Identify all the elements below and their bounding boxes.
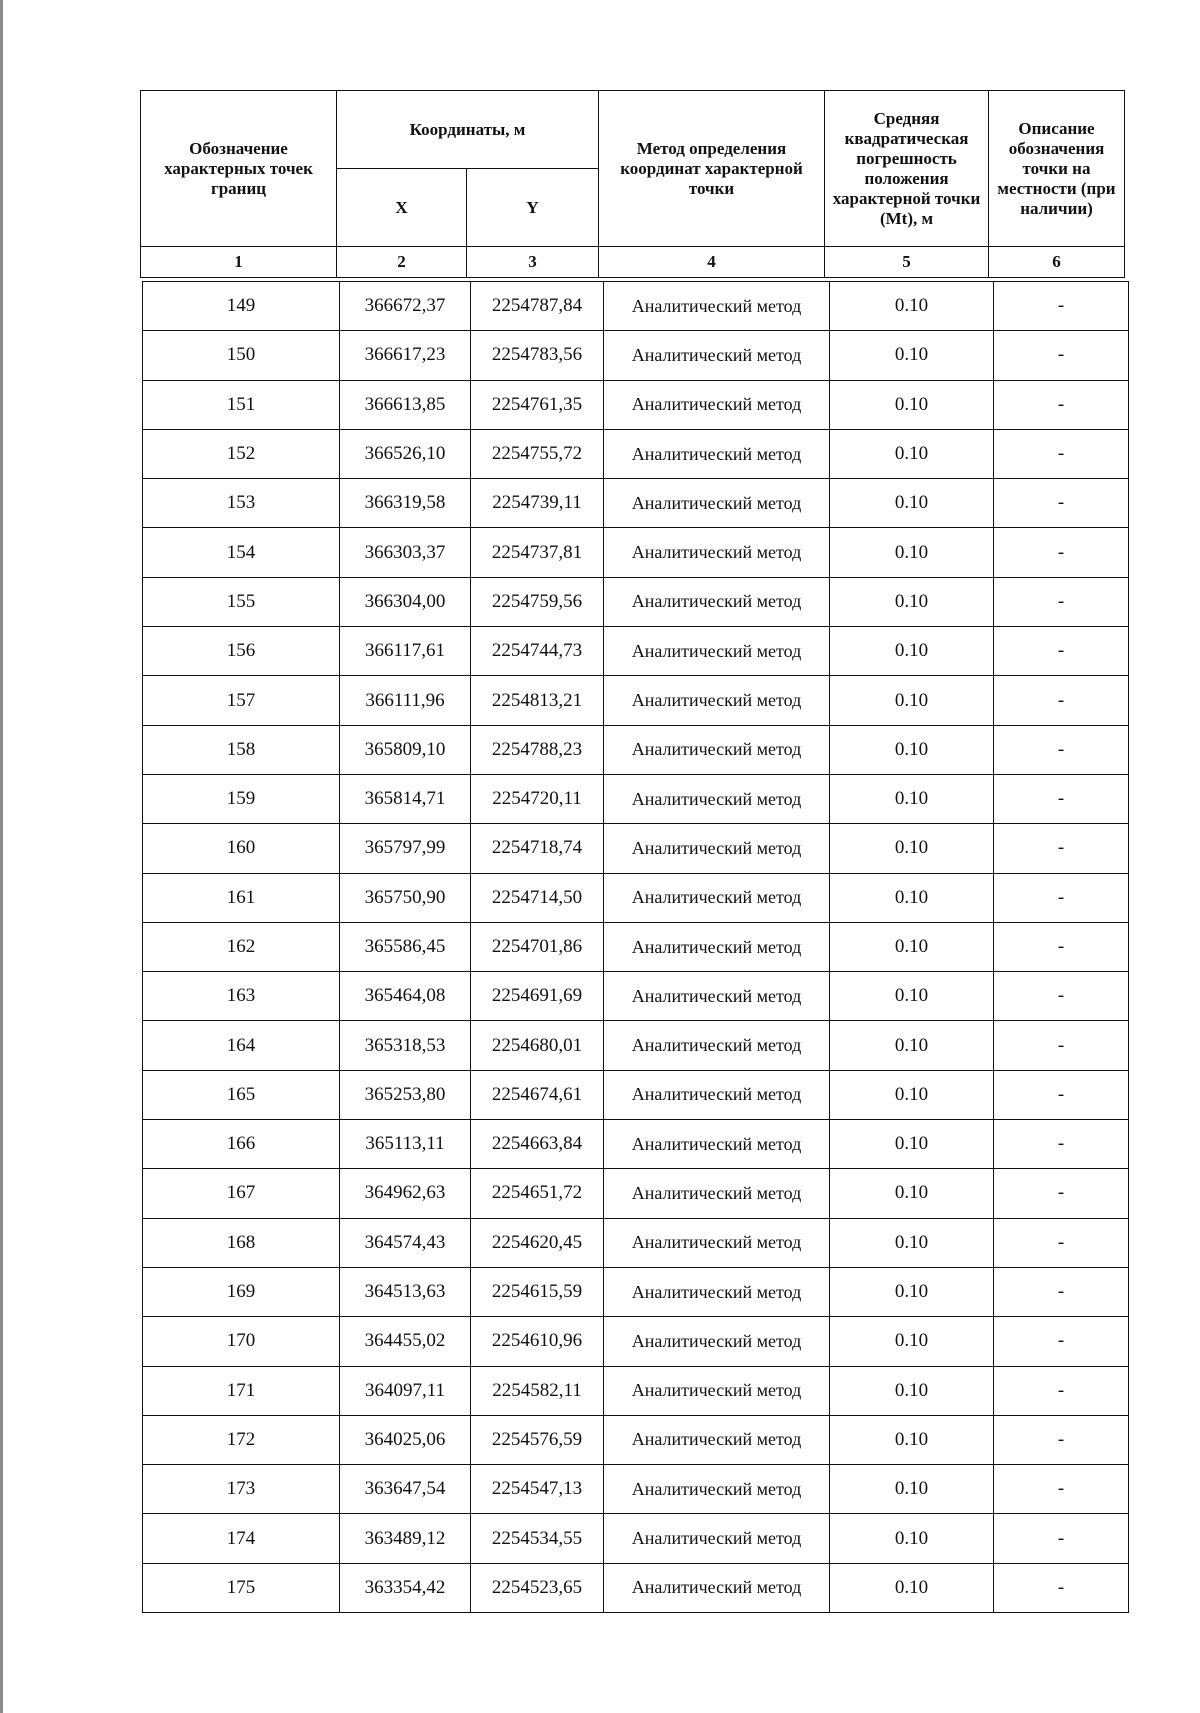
mt-value: 0.10 <box>830 479 994 528</box>
method: Аналитический метод <box>604 479 830 528</box>
description: - <box>994 627 1129 676</box>
coord-y: 2254718,74 <box>471 824 604 873</box>
coord-y: 2254620,45 <box>471 1218 604 1267</box>
table-row <box>143 577 1129 626</box>
description: - <box>994 725 1129 774</box>
point-number: 160 <box>143 824 340 873</box>
table-row <box>143 1169 1129 1218</box>
method: Аналитический метод <box>604 774 830 823</box>
table-header <box>140 90 1125 278</box>
method: Аналитический метод <box>604 873 830 922</box>
coord-x: 366617,23 <box>340 331 471 380</box>
point-number: 165 <box>143 1070 340 1119</box>
mt-value: 0.10 <box>830 1120 994 1169</box>
header-x: X <box>337 169 467 247</box>
point-number: 153 <box>143 479 340 528</box>
method: Аналитический метод <box>604 1218 830 1267</box>
coordinates-table <box>142 281 1129 1613</box>
coord-x: 365814,71 <box>340 774 471 823</box>
point-number: 163 <box>143 972 340 1021</box>
coord-y: 2254534,55 <box>471 1514 604 1563</box>
point-number: 172 <box>143 1415 340 1464</box>
mt-value: 0.10 <box>830 1317 994 1366</box>
point-number: 151 <box>143 380 340 429</box>
coord-y: 2254610,96 <box>471 1317 604 1366</box>
description: - <box>994 1465 1129 1514</box>
coord-y: 2254523,65 <box>471 1563 604 1612</box>
point-number: 162 <box>143 922 340 971</box>
coord-y: 2254739,11 <box>471 479 604 528</box>
table-row <box>143 528 1129 577</box>
point-number: 171 <box>143 1366 340 1415</box>
column-number: 1 <box>141 247 337 278</box>
description: - <box>994 1218 1129 1267</box>
description: - <box>994 824 1129 873</box>
point-number: 155 <box>143 577 340 626</box>
point-number: 167 <box>143 1169 340 1218</box>
coord-x: 366319,58 <box>340 479 471 528</box>
table-row <box>143 1317 1129 1366</box>
mt-value: 0.10 <box>830 1267 994 1316</box>
coord-x: 365318,53 <box>340 1021 471 1070</box>
description: - <box>994 1267 1129 1316</box>
table-row <box>143 824 1129 873</box>
coord-x: 364455,02 <box>340 1317 471 1366</box>
coord-x: 366672,37 <box>340 282 471 331</box>
description: - <box>994 676 1129 725</box>
description: - <box>994 922 1129 971</box>
coord-y: 2254576,59 <box>471 1415 604 1464</box>
table-row <box>143 972 1129 1021</box>
mt-value: 0.10 <box>830 577 994 626</box>
table-row <box>143 1415 1129 1464</box>
header-y: Y <box>467 169 599 247</box>
coord-x: 363489,12 <box>340 1514 471 1563</box>
mt-value: 0.10 <box>830 429 994 478</box>
coord-x: 365809,10 <box>340 725 471 774</box>
mt-value: 0.10 <box>830 528 994 577</box>
method: Аналитический метод <box>604 1514 830 1563</box>
coord-y: 2254615,59 <box>471 1267 604 1316</box>
method: Аналитический метод <box>604 1169 830 1218</box>
header-coordinates: Координаты, м <box>337 91 599 169</box>
mt-value: 0.10 <box>830 1070 994 1119</box>
coord-x: 364574,43 <box>340 1218 471 1267</box>
coord-x: 366303,37 <box>340 528 471 577</box>
description: - <box>994 577 1129 626</box>
point-number: 154 <box>143 528 340 577</box>
coord-x: 366526,10 <box>340 429 471 478</box>
table-row <box>143 922 1129 971</box>
table-row <box>143 1120 1129 1169</box>
table-row <box>143 676 1129 725</box>
column-number: 6 <box>989 247 1125 278</box>
point-number: 169 <box>143 1267 340 1316</box>
table-row <box>143 1465 1129 1514</box>
point-number: 175 <box>143 1563 340 1612</box>
coord-y: 2254651,72 <box>471 1169 604 1218</box>
point-number: 166 <box>143 1120 340 1169</box>
column-number: 5 <box>825 247 989 278</box>
column-number: 4 <box>599 247 825 278</box>
table-row <box>143 1267 1129 1316</box>
method: Аналитический метод <box>604 1366 830 1415</box>
header-method: Метод определения координат характерной точки <box>599 91 825 247</box>
mt-value: 0.10 <box>830 1366 994 1415</box>
mt-value: 0.10 <box>830 972 994 1021</box>
description: - <box>994 1120 1129 1169</box>
coord-y: 2254674,61 <box>471 1070 604 1119</box>
coord-y: 2254783,56 <box>471 331 604 380</box>
coord-y: 2254788,23 <box>471 725 604 774</box>
coord-x: 365464,08 <box>340 972 471 1021</box>
method: Аналитический метод <box>604 1317 830 1366</box>
mt-value: 0.10 <box>830 676 994 725</box>
method: Аналитический метод <box>604 528 830 577</box>
table-row <box>143 627 1129 676</box>
table-row <box>143 282 1129 331</box>
coord-y: 2254680,01 <box>471 1021 604 1070</box>
coord-x: 366117,61 <box>340 627 471 676</box>
coord-x: 365750,90 <box>340 873 471 922</box>
coord-x: 364962,63 <box>340 1169 471 1218</box>
mt-value: 0.10 <box>830 282 994 331</box>
method: Аналитический метод <box>604 676 830 725</box>
coord-x: 366111,96 <box>340 676 471 725</box>
description: - <box>994 1514 1129 1563</box>
coord-x: 366613,85 <box>340 380 471 429</box>
table-row <box>143 331 1129 380</box>
method: Аналитический метод <box>604 1070 830 1119</box>
description: - <box>994 1021 1129 1070</box>
coord-y: 2254714,50 <box>471 873 604 922</box>
coord-y: 2254761,35 <box>471 380 604 429</box>
description: - <box>994 282 1129 331</box>
mt-value: 0.10 <box>830 331 994 380</box>
coord-y: 2254547,13 <box>471 1465 604 1514</box>
mt-value: 0.10 <box>830 1021 994 1070</box>
point-number: 152 <box>143 429 340 478</box>
table-row <box>143 1514 1129 1563</box>
point-number: 159 <box>143 774 340 823</box>
header-accuracy: Средняя квадратическая погрешность положения характерной точки (Mt), м <box>825 91 989 247</box>
mt-value: 0.10 <box>830 627 994 676</box>
mt-value: 0.10 <box>830 1169 994 1218</box>
point-number: 168 <box>143 1218 340 1267</box>
coord-x: 365586,45 <box>340 922 471 971</box>
coord-x: 364097,11 <box>340 1366 471 1415</box>
table-row <box>143 1563 1129 1612</box>
mt-value: 0.10 <box>830 725 994 774</box>
method: Аналитический метод <box>604 331 830 380</box>
coord-y: 2254787,84 <box>471 282 604 331</box>
description: - <box>994 1070 1129 1119</box>
method: Аналитический метод <box>604 627 830 676</box>
coord-x: 365253,80 <box>340 1070 471 1119</box>
coord-y: 2254759,56 <box>471 577 604 626</box>
coord-y: 2254691,69 <box>471 972 604 1021</box>
coord-y: 2254582,11 <box>471 1366 604 1415</box>
table-row <box>143 479 1129 528</box>
coord-y: 2254663,84 <box>471 1120 604 1169</box>
method: Аналитический метод <box>604 1563 830 1612</box>
coord-x: 364513,63 <box>340 1267 471 1316</box>
method: Аналитический метод <box>604 282 830 331</box>
point-number: 174 <box>143 1514 340 1563</box>
table-row <box>143 774 1129 823</box>
mt-value: 0.10 <box>830 1514 994 1563</box>
coord-x: 363354,42 <box>340 1563 471 1612</box>
mt-value: 0.10 <box>830 1218 994 1267</box>
method: Аналитический метод <box>604 1415 830 1464</box>
description: - <box>994 429 1129 478</box>
description: - <box>994 1563 1129 1612</box>
method: Аналитический метод <box>604 922 830 971</box>
coord-y: 2254813,21 <box>471 676 604 725</box>
method: Аналитический метод <box>604 577 830 626</box>
coord-x: 364025,06 <box>340 1415 471 1464</box>
coord-x: 366304,00 <box>340 577 471 626</box>
mt-value: 0.10 <box>830 380 994 429</box>
coord-y: 2254737,81 <box>471 528 604 577</box>
header-description: Описание обозначения точки на местности (при наличии) <box>989 91 1125 247</box>
method: Аналитический метод <box>604 725 830 774</box>
description: - <box>994 1317 1129 1366</box>
description: - <box>994 1415 1129 1464</box>
description: - <box>994 380 1129 429</box>
coord-y: 2254744,73 <box>471 627 604 676</box>
point-number: 156 <box>143 627 340 676</box>
description: - <box>994 331 1129 380</box>
point-number: 157 <box>143 676 340 725</box>
table-row <box>143 1021 1129 1070</box>
mt-value: 0.10 <box>830 774 994 823</box>
method: Аналитический метод <box>604 1465 830 1514</box>
table-row <box>143 1218 1129 1267</box>
mt-value: 0.10 <box>830 873 994 922</box>
coord-y: 2254755,72 <box>471 429 604 478</box>
column-number: 2 <box>337 247 467 278</box>
description: - <box>994 774 1129 823</box>
header-point-designation: Обозначение характерных точек границ <box>141 91 337 247</box>
table-row <box>143 725 1129 774</box>
description: - <box>994 479 1129 528</box>
point-number: 170 <box>143 1317 340 1366</box>
point-number: 149 <box>143 282 340 331</box>
method: Аналитический метод <box>604 824 830 873</box>
point-number: 158 <box>143 725 340 774</box>
coord-y: 2254720,11 <box>471 774 604 823</box>
table-row <box>143 429 1129 478</box>
coord-x: 363647,54 <box>340 1465 471 1514</box>
coord-x: 365797,99 <box>340 824 471 873</box>
description: - <box>994 528 1129 577</box>
method: Аналитический метод <box>604 380 830 429</box>
coord-y: 2254701,86 <box>471 922 604 971</box>
table-row <box>143 873 1129 922</box>
point-number: 173 <box>143 1465 340 1514</box>
point-number: 150 <box>143 331 340 380</box>
table-row <box>143 1366 1129 1415</box>
table-row <box>143 1070 1129 1119</box>
mt-value: 0.10 <box>830 824 994 873</box>
mt-value: 0.10 <box>830 922 994 971</box>
method: Аналитический метод <box>604 1021 830 1070</box>
scan-edge <box>0 0 3 1713</box>
method: Аналитический метод <box>604 1267 830 1316</box>
table-row <box>143 380 1129 429</box>
mt-value: 0.10 <box>830 1563 994 1612</box>
description: - <box>994 1169 1129 1218</box>
point-number: 161 <box>143 873 340 922</box>
method: Аналитический метод <box>604 972 830 1021</box>
description: - <box>994 1366 1129 1415</box>
description: - <box>994 873 1129 922</box>
method: Аналитический метод <box>604 1120 830 1169</box>
column-number: 3 <box>467 247 599 278</box>
method: Аналитический метод <box>604 429 830 478</box>
mt-value: 0.10 <box>830 1465 994 1514</box>
coord-x: 365113,11 <box>340 1120 471 1169</box>
point-number: 164 <box>143 1021 340 1070</box>
mt-value: 0.10 <box>830 1415 994 1464</box>
description: - <box>994 972 1129 1021</box>
